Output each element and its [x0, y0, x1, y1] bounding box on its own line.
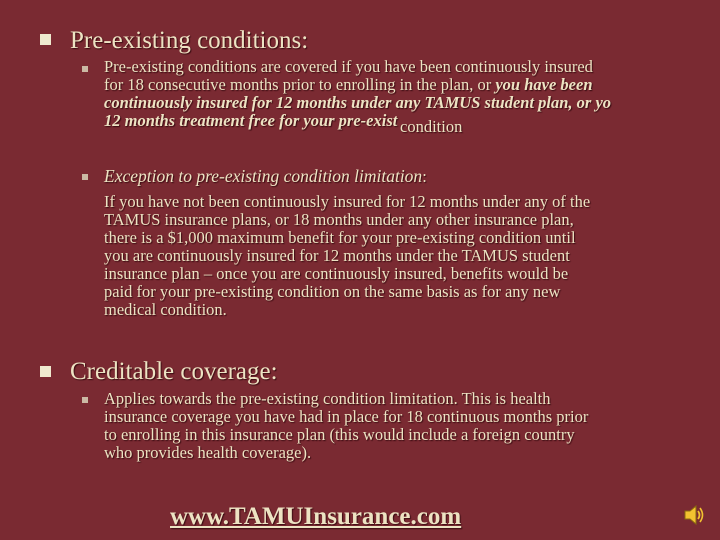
section2-item1-line: insurance coverage you have had in place for 18 continuous months prior — [104, 407, 589, 426]
section1-item2-line: you are continuously insured for 12 months under the TAMUS student — [104, 246, 570, 265]
section1-item2-line: insurance plan – once you are continuously insured, benefits would be — [104, 264, 569, 283]
section1-item2-label-text: Exception to pre-existing condition limitation — [104, 166, 423, 186]
section1-item2-line: medical condition. — [104, 300, 227, 319]
section1-item1-line3: continuously insured for 12 months under any TAMUS student plan, or yo — [104, 93, 612, 112]
section1-item1-bullet — [82, 66, 88, 72]
section1-item2-line: there is a $1,000 maximum benefit for your pre-existing condition until — [104, 228, 576, 247]
section2-item1-line: Applies towards the pre-existing condition limitation. This is health — [104, 389, 551, 408]
section1-item1-line2 — [104, 76, 611, 94]
section1-heading: Pre-existing conditions: — [70, 27, 309, 54]
section1-item1-overlap-text: condition — [400, 117, 463, 136]
section1-item2-line: If you have not been continuously insured for 12 months under any of the — [104, 192, 591, 211]
section1-item2-line: paid for your pre-existing condition on the same basis as for any new — [104, 282, 561, 301]
section2-item1-bullet — [82, 397, 88, 403]
section2-item1-line: to enrolling in this insurance plan (this would include a foreign country — [104, 425, 575, 444]
section1-item2-body — [104, 193, 590, 319]
section1-item2-label — [104, 167, 427, 186]
section1-item1-text — [104, 58, 611, 130]
section1-item2-label-suffix: : — [422, 167, 427, 186]
section2-heading: Creditable coverage: — [70, 358, 278, 385]
website-link[interactable]: www.TAMUInsurance.com — [170, 503, 462, 530]
section1-item1-line2-plain: for 18 consecutive months prior to enrolling in the plan, or — [104, 75, 496, 94]
section2-bullet — [40, 366, 51, 377]
section2-item1-line: who provides health coverage). — [104, 443, 312, 462]
section1-item1-line2-bold: you have been — [495, 75, 593, 94]
section2-item1-text — [104, 390, 588, 462]
section1-item2-line: TAMUS insurance plans, or 18 months under any other insurance plan, — [104, 210, 574, 229]
speaker-icon[interactable] — [683, 503, 705, 527]
section1-item1-line1: Pre-existing conditions are covered if you have been continuously insured — [104, 57, 593, 76]
section1-item2-bullet — [82, 174, 88, 180]
section1-item1-line4: 12 months treatment free for your pre-exist — [104, 111, 398, 130]
section1-bullet — [40, 34, 51, 45]
